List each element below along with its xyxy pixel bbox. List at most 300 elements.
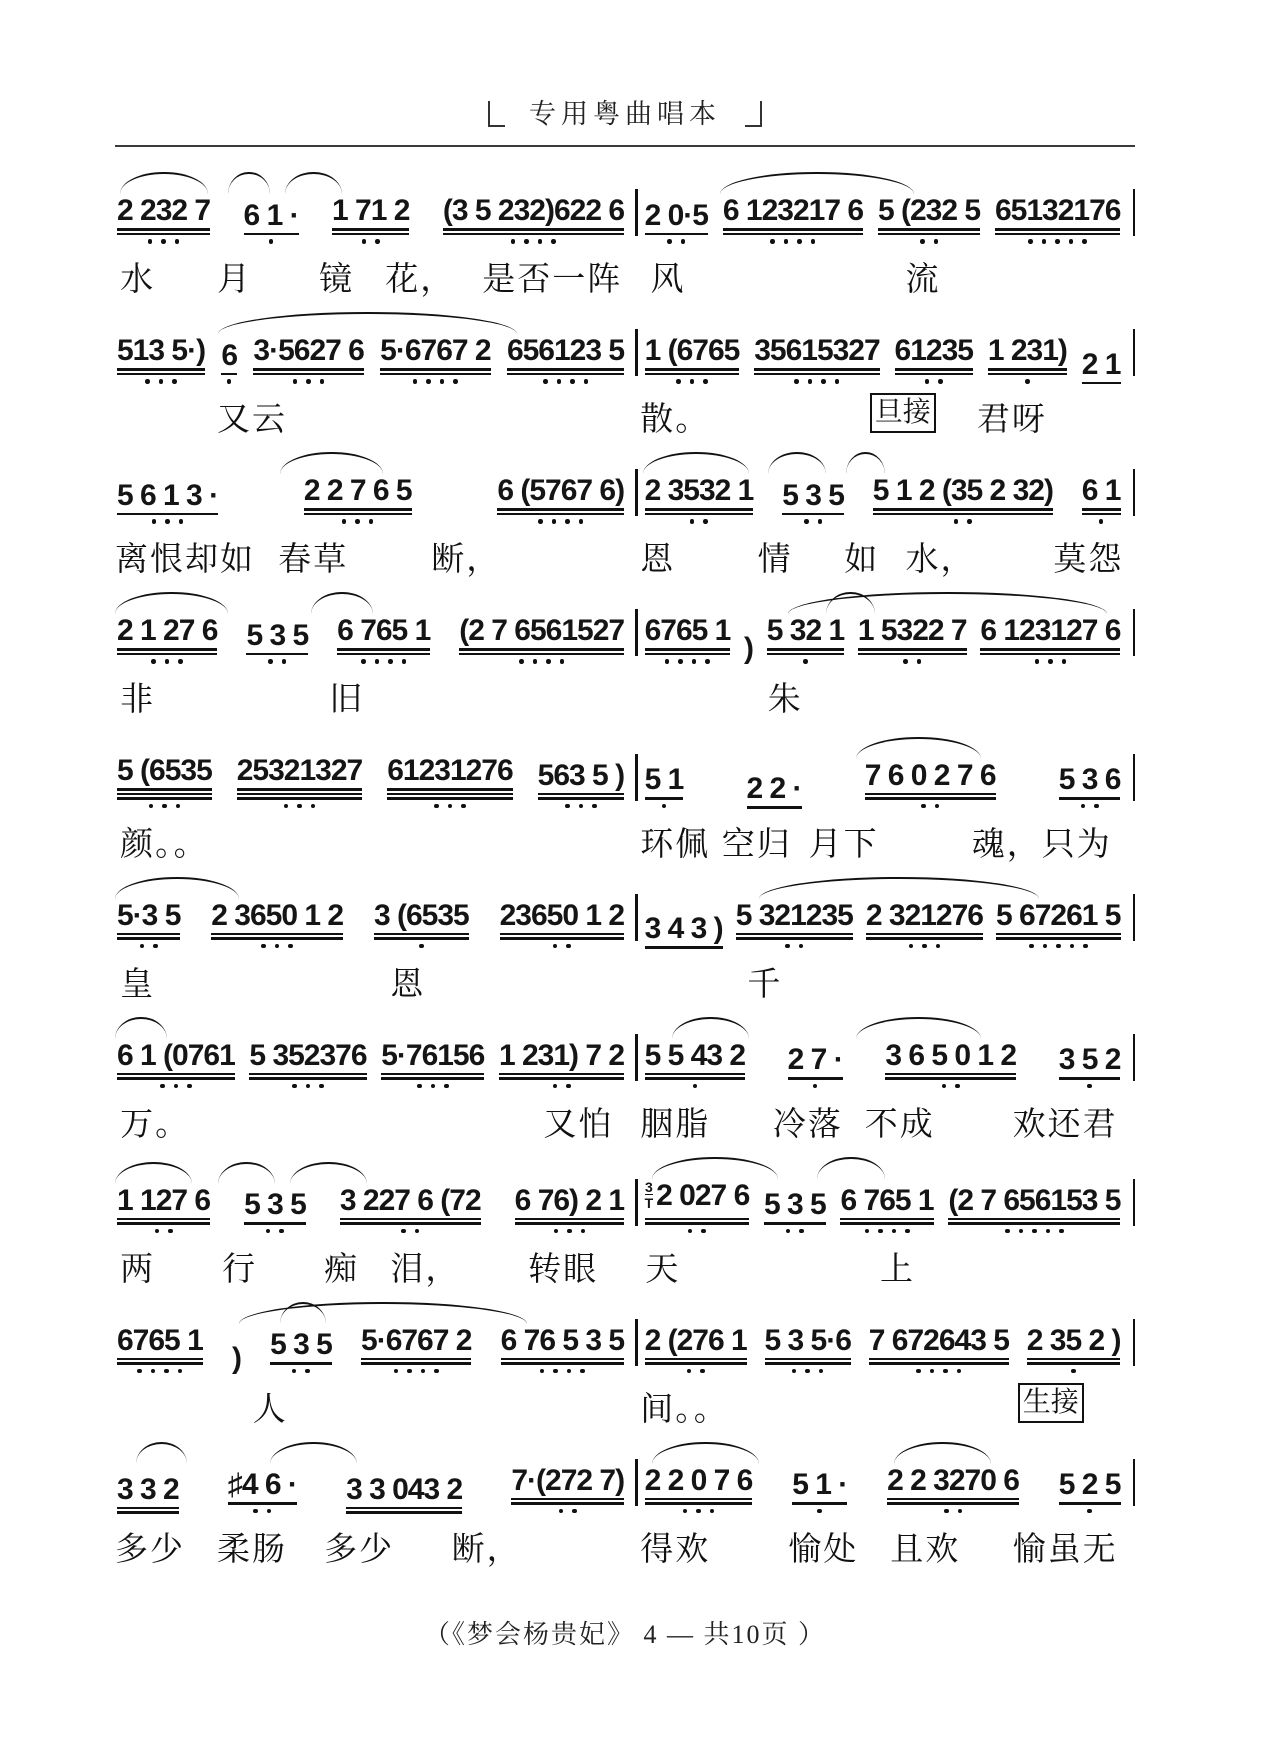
octave-dots: [813, 1084, 818, 1089]
octave-dot: [794, 379, 799, 384]
beam-lines: [459, 646, 624, 655]
slur-arc: [228, 172, 269, 194]
header-rule: [115, 145, 1135, 147]
barline: [635, 754, 638, 801]
note-groups: [643, 1040, 1127, 1089]
tuplet-sign-bottom: T: [644, 1194, 654, 1211]
beam-lines: [497, 506, 624, 515]
music-row: [115, 1016, 1135, 1089]
octave-dot: [402, 659, 407, 664]
slur-arc: [720, 172, 914, 194]
beam-line: [885, 1073, 1016, 1076]
beam-line: [361, 1358, 471, 1361]
beam-line: [117, 1511, 179, 1514]
note-group: [869, 1325, 1009, 1374]
beam-lines: [270, 1360, 332, 1365]
lyric-token: 又怕: [543, 1106, 614, 1143]
octave-dot: [421, 1369, 426, 1374]
music-row: [115, 731, 1135, 809]
lyric-token: 得欢: [640, 1531, 711, 1568]
octave-dots: [269, 239, 274, 244]
measure-left: [115, 876, 630, 949]
measure-right: [643, 1016, 1127, 1089]
note-row: [249, 1040, 366, 1071]
beam-line: [878, 228, 980, 231]
octave-dot: [1028, 239, 1033, 244]
beam-line: [381, 1077, 484, 1080]
lyric-token: 冷落: [772, 1106, 843, 1143]
octave-dot: [282, 659, 287, 664]
beam-line: [1059, 797, 1121, 800]
note-digits: 5 (232 5: [877, 194, 981, 227]
octave-dot: [145, 379, 150, 384]
beam-lines: [346, 1505, 462, 1514]
lyric-token: 月下: [808, 826, 879, 863]
lyric-token: 愉处: [788, 1531, 859, 1568]
beam-line: [995, 233, 1120, 236]
slur-arc: [846, 452, 885, 474]
octave-dot: [415, 1229, 420, 1234]
octave-dot: [584, 379, 589, 384]
octave-dot: [1099, 519, 1104, 524]
note-group: [645, 615, 731, 664]
octave-dot: [905, 1229, 910, 1234]
octave-dots: [909, 944, 941, 949]
note-group: [117, 1325, 203, 1374]
system: [115, 1156, 1135, 1288]
note-group: [346, 1474, 462, 1514]
beam-line: [443, 228, 624, 231]
beam-line: [117, 788, 212, 791]
note-digits: 5 2 5: [1058, 1468, 1121, 1501]
lyric-token: 散。: [640, 402, 711, 438]
beam-lines: [228, 1500, 297, 1505]
lyric-token: 天: [645, 1251, 681, 1288]
slur-arc: [817, 1157, 885, 1179]
lyric-token: 流: [905, 262, 941, 298]
slur-arc: [115, 877, 239, 899]
octave-dot: [1071, 1369, 1076, 1374]
note-digits: 5 352376: [249, 1038, 367, 1072]
octave-dot: [168, 1229, 173, 1234]
beam-lines: [840, 1216, 933, 1225]
end-barline: [1133, 1459, 1136, 1506]
octave-dot: [567, 1369, 572, 1374]
note-row: [869, 1325, 1009, 1356]
note-row: [459, 615, 624, 646]
beam-lines: [980, 646, 1120, 655]
note-row: [782, 480, 844, 511]
note-group: [873, 475, 1053, 524]
beam-line: [244, 233, 299, 236]
note-row: [948, 1185, 1120, 1216]
beam-line: [1059, 1502, 1121, 1505]
note-group: [754, 335, 879, 384]
beam-line: [887, 1502, 1019, 1505]
note-groups: [643, 1180, 1127, 1234]
beam-lines: [764, 1220, 826, 1225]
beam-line: [249, 1077, 366, 1080]
note-group: [117, 480, 218, 525]
lyric-token: 空归: [721, 826, 792, 863]
note-digits: 3·5627 6: [253, 334, 364, 367]
beam-lines: [253, 366, 363, 375]
note-group: [988, 335, 1067, 384]
octave-dot: [581, 1229, 586, 1234]
octave-dots: [667, 239, 685, 244]
octave-dot: [1043, 944, 1048, 949]
measure-right: [643, 591, 1127, 664]
lyric-token: 非: [120, 682, 156, 718]
lyric-token: 恩: [390, 966, 426, 1003]
beam-line: [645, 797, 684, 800]
octave-dots: [261, 944, 293, 949]
note-group: [765, 1325, 851, 1374]
beam-line: [332, 233, 409, 236]
beam-lines: [1082, 380, 1121, 385]
beam-lines: [895, 366, 973, 375]
note-digits: 61231276: [387, 754, 513, 787]
beam-line: [645, 1358, 747, 1361]
lyric-line: [115, 673, 1135, 718]
octave-dot: [1035, 659, 1040, 664]
note-group: [500, 900, 624, 949]
note-row: [117, 195, 210, 226]
note-digits: 6 76 5 3 5: [500, 1323, 625, 1357]
lyric-token: 环佩: [640, 826, 711, 863]
note-group: [744, 633, 753, 664]
note-groups: [643, 760, 1127, 809]
beam-line: [387, 793, 512, 796]
beam-line: [117, 648, 217, 651]
note-group: [866, 900, 983, 949]
beam-line: [211, 933, 343, 936]
end-barline: [1133, 894, 1136, 941]
octave-dot: [710, 1509, 715, 1514]
octave-dot: [797, 239, 802, 244]
beam-line: [500, 937, 624, 940]
note-digits: 3 (6535: [373, 898, 469, 932]
lyric-token: 泪，: [390, 1251, 461, 1288]
note-digits: 3 6 5 0 1 2: [885, 1038, 1017, 1072]
note-digits: 6 (5767 6): [497, 474, 625, 507]
measure-left: [115, 451, 630, 524]
beam-line: [1059, 1077, 1121, 1080]
barline: [635, 189, 638, 236]
octave-dot: [292, 1084, 297, 1089]
note-group: [117, 1185, 210, 1234]
octave-dot: [785, 944, 790, 949]
octave-dots: [925, 379, 943, 384]
note-row: [361, 1325, 471, 1356]
beam-line: [736, 933, 853, 936]
beam-line: [511, 1502, 624, 1505]
octave-dot: [957, 1369, 962, 1374]
note-row: [1082, 349, 1121, 380]
beam-line: [645, 373, 740, 376]
beam-lines: [117, 646, 217, 655]
beam-lines: [723, 226, 863, 235]
end-barline: [1133, 754, 1136, 801]
note-row: [792, 1469, 847, 1500]
octave-dots: [921, 804, 939, 809]
note-digits: 513 5·): [117, 334, 206, 367]
note-groups: [643, 615, 1127, 664]
barline: [635, 894, 638, 941]
note-row: [645, 335, 740, 366]
lyric-line: [115, 393, 1135, 438]
note-row: [443, 195, 624, 226]
note-group: [374, 900, 469, 949]
octave-dot: [148, 239, 153, 244]
beam-lines: [117, 931, 180, 940]
note-row: [645, 764, 684, 795]
note-row: [117, 1185, 210, 1216]
beam-line: [380, 368, 490, 371]
octave-dot: [293, 379, 298, 384]
octave-dot: [165, 659, 170, 664]
note-digits: 2 1: [1081, 347, 1121, 381]
beam-lines: [865, 791, 996, 800]
beam-line: [1082, 513, 1121, 516]
beam-line: [340, 1222, 481, 1225]
note-group: [443, 195, 624, 244]
beam-line: [507, 368, 624, 371]
octave-dot: [916, 1369, 921, 1374]
note-group: [501, 1325, 624, 1374]
slur-arc: [290, 1162, 367, 1184]
note-group: [948, 1185, 1120, 1234]
beam-line: [117, 513, 218, 516]
beam-line: [895, 368, 973, 371]
octave-dots: [792, 1369, 824, 1374]
octave-dots: [292, 1084, 324, 1089]
lyric-token: 间。。: [640, 1391, 729, 1428]
note-digits: 35615327: [754, 334, 880, 367]
beam-line: [858, 648, 967, 651]
octave-dot: [665, 659, 670, 664]
beam-line: [887, 1498, 1019, 1501]
slur-arc: [643, 452, 749, 474]
note-group: [645, 475, 754, 524]
octave-dot: [306, 1084, 311, 1089]
beam-lines: [782, 511, 844, 516]
octave-dot: [261, 944, 266, 949]
beam-line: [117, 1077, 235, 1080]
octave-dot: [434, 1369, 439, 1374]
note-group: [249, 1040, 366, 1089]
note-digits: 2 0·5: [644, 198, 708, 232]
system: [115, 171, 1135, 298]
beam-line: [117, 797, 212, 800]
beam-line: [117, 1507, 179, 1510]
note-digits: 5 3 6: [1058, 763, 1121, 796]
measure-right: [643, 451, 1127, 524]
octave-dot: [151, 1369, 156, 1374]
octave-dot: [369, 519, 374, 524]
beam-line: [117, 1362, 203, 1365]
octave-dots: [944, 1509, 962, 1514]
music-row: [115, 876, 1135, 949]
octave-dots: [342, 519, 374, 524]
note-group: [117, 335, 205, 384]
octave-dot: [361, 659, 366, 664]
note-digits: 5 5 43 2: [644, 1038, 746, 1072]
octave-dot: [934, 239, 939, 244]
note-row: [497, 475, 624, 506]
note-row: [788, 1044, 843, 1075]
system: [115, 591, 1135, 718]
octave-dots: [1028, 239, 1087, 244]
octave-dot: [175, 239, 180, 244]
octave-dot: [572, 1509, 577, 1514]
octave-dots: [786, 1229, 804, 1234]
beam-line: [792, 1502, 847, 1505]
note-digits: 7 672643 5: [868, 1323, 1009, 1357]
beam-lines: [244, 1220, 306, 1225]
note-row: [304, 475, 412, 506]
note-digits: 6 765 1: [337, 614, 431, 647]
note-groups: [115, 755, 630, 809]
octave-dot: [1046, 1229, 1051, 1234]
beam-line: [381, 1073, 484, 1076]
note-group: [782, 480, 844, 525]
beam-line: [996, 933, 1120, 936]
note-digits: 5 1 ·: [792, 1468, 848, 1501]
octave-dot: [440, 379, 445, 384]
note-digits: 1 71 2: [332, 194, 410, 227]
beam-line: [374, 933, 469, 936]
octave-dots: [145, 379, 177, 384]
octave-dot: [799, 1229, 804, 1234]
octave-dot: [560, 659, 565, 664]
note-row: [747, 773, 802, 804]
octave-dot: [227, 379, 232, 384]
beam-line: [117, 1222, 210, 1225]
lyric-token: 春草: [278, 542, 349, 578]
note-digits: 5 3 5: [244, 1188, 306, 1221]
octave-dot: [917, 659, 922, 664]
note-digits: 23650 1 2: [499, 898, 625, 932]
note-row: [887, 1465, 1019, 1496]
beam-line: [117, 793, 212, 796]
beam-lines: [507, 366, 624, 375]
note-digits: 1 231): [987, 334, 1067, 367]
beam-lines: [645, 795, 684, 800]
note-row: [1027, 1325, 1121, 1356]
beam-lines: [117, 1216, 210, 1225]
beam-line: [117, 1218, 210, 1221]
beam-line: [747, 806, 802, 809]
page-footer: （《梦会杨贵妃》 4 — 共10页 ）: [423, 1619, 826, 1649]
octave-dot: [921, 804, 926, 809]
lyric-token: 风: [650, 262, 686, 298]
note-group: [515, 1185, 624, 1234]
beam-line: [645, 1218, 750, 1221]
beam-line: [1027, 1358, 1121, 1361]
slur-arc: [856, 737, 982, 759]
octave-dot: [161, 239, 166, 244]
beam-line: [865, 797, 996, 800]
octave-dot: [922, 944, 927, 949]
note-row: [744, 633, 753, 664]
beam-lines: [499, 1071, 624, 1080]
beam-line: [117, 653, 217, 656]
beam-lines: [645, 1496, 753, 1505]
beam-line: [645, 1222, 750, 1225]
system: [115, 451, 1135, 578]
octave-dot: [1005, 1229, 1010, 1234]
octave-dot: [819, 1369, 824, 1374]
octave-dots: [865, 1229, 910, 1234]
beam-lines: [117, 1071, 235, 1080]
note-row: [244, 1189, 306, 1220]
note-group: [538, 760, 624, 809]
octave-dot: [770, 239, 775, 244]
octave-dot: [705, 659, 710, 664]
octave-dot: [417, 1084, 422, 1089]
octave-dot: [375, 239, 380, 244]
octave-dot: [835, 379, 840, 384]
lyric-line: [115, 1383, 1135, 1428]
octave-dots: [553, 944, 571, 949]
octave-dot: [1081, 804, 1086, 809]
beam-line: [244, 1222, 306, 1225]
lyric-token: 断，: [431, 542, 502, 578]
lyric-line: [115, 533, 1135, 578]
note-row: [117, 615, 217, 646]
beam-line: [117, 228, 210, 231]
measure-left: [115, 1161, 630, 1234]
note-groups: [643, 475, 1127, 524]
octave-dot: [805, 1369, 810, 1374]
octave-dot: [152, 519, 157, 524]
slur-arc: [759, 877, 1040, 899]
octave-dot: [538, 239, 543, 244]
beam-line: [459, 653, 624, 656]
barline: [635, 1179, 638, 1226]
octave-dots: [688, 1229, 706, 1234]
octave-dot: [320, 379, 325, 384]
note-row: [237, 755, 362, 786]
beam-lines: [249, 1071, 366, 1080]
beam-lines: [873, 506, 1053, 515]
note-group: [996, 900, 1120, 949]
beam-line: [346, 1511, 462, 1514]
measure-left: [115, 311, 630, 384]
note-row: [500, 900, 624, 931]
octave-dot: [565, 804, 570, 809]
note-row: [381, 1040, 484, 1071]
octave-dot: [253, 1509, 258, 1514]
note-digits: 3 227 6 (72: [339, 1183, 481, 1217]
octave-dot: [266, 1229, 271, 1234]
octave-dot: [407, 1369, 412, 1374]
octave-dots: [1087, 1084, 1092, 1089]
note-row: [866, 900, 983, 931]
note-row: [117, 755, 212, 786]
octave-dot: [279, 1229, 284, 1234]
note-row: [980, 615, 1120, 646]
beam-line: [988, 368, 1067, 371]
note-group: [361, 1325, 471, 1374]
beam-line: [237, 793, 362, 796]
barline: [635, 1319, 638, 1366]
beam-lines: [645, 366, 740, 375]
note-group: [788, 1044, 843, 1089]
octave-dot: [676, 379, 681, 384]
beam-lines: [887, 1496, 1019, 1505]
